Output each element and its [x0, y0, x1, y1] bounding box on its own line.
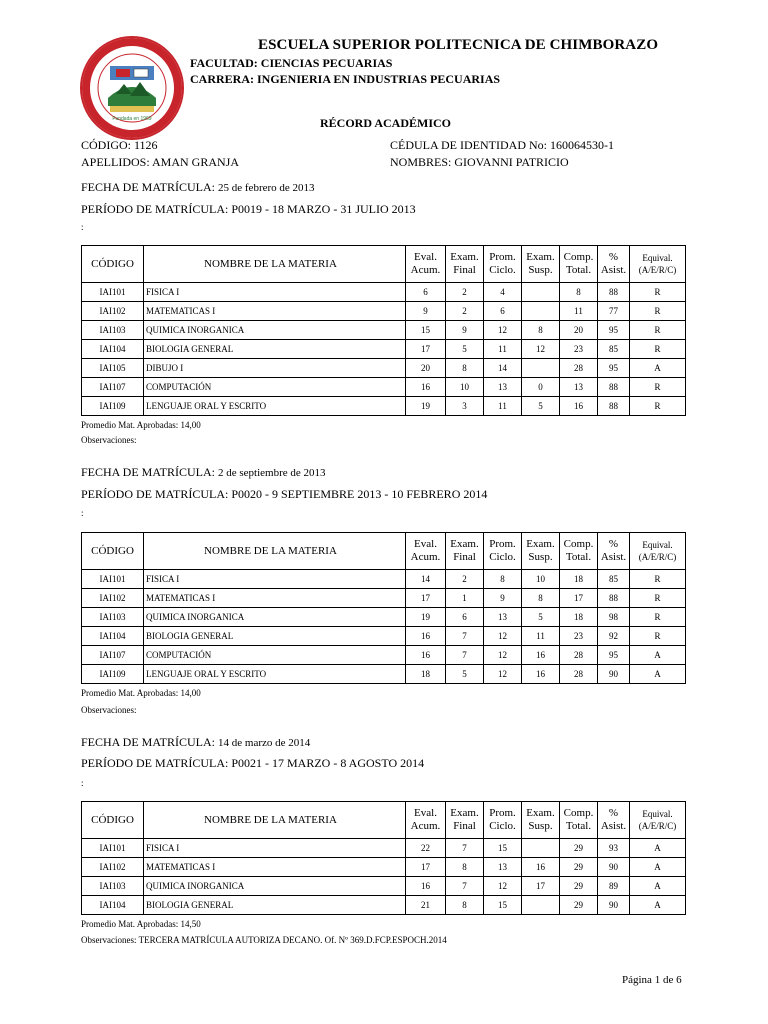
cell-exam-final: 5 — [446, 340, 484, 359]
cell-equivalence: R — [630, 397, 686, 416]
cell-exam-final: 7 — [446, 839, 484, 858]
cell-exam-susp: 16 — [522, 858, 560, 877]
cell-exam-susp: 17 — [522, 877, 560, 896]
cell-prom: 11 — [484, 397, 522, 416]
cell-code: IAI109 — [82, 397, 144, 416]
cell-subject-name: FISICA I — [144, 283, 406, 302]
cell-equivalence: A — [630, 359, 686, 378]
table-row — [82, 340, 686, 359]
cell-exam-final: 2 — [446, 302, 484, 321]
enrollment-period: PERÍODO DE MATRÍCULA: P0020 - 9 SEPTIEMBRE 2013 - 10 FEBRERO 2014 — [81, 487, 488, 501]
cell-subject-name: LENGUAJE ORAL Y ESCRITO — [144, 397, 406, 416]
cell-subject-name: BIOLOGIA GENERAL — [144, 627, 406, 646]
cell-comp-total: 20 — [560, 321, 598, 340]
cell-exam-final: 7 — [446, 646, 484, 665]
cell-comp-total: 28 — [560, 359, 598, 378]
header-asistencia: % Asist. — [598, 246, 630, 283]
cell-comp-total: 11 — [560, 302, 598, 321]
average-approved: Promedio Mat. Aprobadas: 14,00 — [81, 420, 201, 430]
cell-code: IAI107 — [82, 378, 144, 397]
cell-subject-name: MATEMATICAS I — [144, 589, 406, 608]
cell-prom: 12 — [484, 646, 522, 665]
cell-asistencia: 88 — [598, 378, 630, 397]
cell-code: IAI107 — [82, 646, 144, 665]
table-row — [82, 589, 686, 608]
cell-exam-final: 7 — [446, 877, 484, 896]
cell-equivalence: A — [630, 896, 686, 915]
table-row — [82, 397, 686, 416]
observations: Observaciones: TERCERA MATRÍCULA AUTORIZA DECANO. Of. Nº 369.D.FCP.ESPOCH.2014 — [81, 935, 447, 945]
cell-exam-susp — [522, 359, 560, 378]
observations: Observaciones: — [81, 435, 137, 445]
cell-exam-susp: 12 — [522, 340, 560, 359]
cell-subject-name: COMPUTACIÓN — [144, 378, 406, 397]
cell-subject-name: FISICA I — [144, 570, 406, 589]
cell-eval: 17 — [406, 858, 446, 877]
cell-exam-susp — [522, 302, 560, 321]
table-row — [82, 359, 686, 378]
cell-comp-total: 29 — [560, 896, 598, 915]
header-prom-ciclo: Prom. Ciclo. — [484, 802, 522, 839]
header-prom-ciclo: Prom. Ciclo. — [484, 246, 522, 283]
cell-eval: 16 — [406, 627, 446, 646]
cell-exam-final: 10 — [446, 378, 484, 397]
cell-asistencia: 88 — [598, 589, 630, 608]
cell-code: IAI101 — [82, 570, 144, 589]
cell-exam-susp: 10 — [522, 570, 560, 589]
table-row — [82, 839, 686, 858]
cell-comp-total: 16 — [560, 397, 598, 416]
document-title: RÉCORD ACADÉMICO — [320, 116, 452, 130]
header-equivalence: Equival. (A/E/R/C) — [630, 802, 686, 839]
cell-equivalence: R — [630, 589, 686, 608]
cell-exam-final: 2 — [446, 570, 484, 589]
table-row — [82, 858, 686, 877]
enrollment-date: FECHA DE MATRÍCULA: 2 de septiembre de 2013 — [81, 465, 326, 479]
cell-exam-final: 7 — [446, 627, 484, 646]
cell-comp-total: 28 — [560, 665, 598, 684]
cell-prom: 4 — [484, 283, 522, 302]
cell-asistencia: 98 — [598, 608, 630, 627]
cell-asistencia: 92 — [598, 627, 630, 646]
header-comp-total: Comp. Total. — [560, 246, 598, 283]
enrollment-period: PERÍODO DE MATRÍCULA: P0019 - 18 MARZO - 31 JULIO 2013 — [81, 202, 416, 216]
cell-code: IAI104 — [82, 340, 144, 359]
cell-equivalence: A — [630, 839, 686, 858]
cell-subject-name: QUIMICA INORGANICA — [144, 321, 406, 340]
cell-prom: 8 — [484, 570, 522, 589]
cell-subject-name: COMPUTACIÓN — [144, 646, 406, 665]
cell-exam-final: 5 — [446, 665, 484, 684]
cell-prom: 15 — [484, 839, 522, 858]
cell-exam-susp: 16 — [522, 665, 560, 684]
cell-prom: 9 — [484, 589, 522, 608]
institution-name: ESCUELA SUPERIOR POLITECNICA DE CHIMBORAZO — [258, 37, 659, 53]
institution-seal-logo — [80, 36, 184, 140]
average-approved: Promedio Mat. Aprobadas: 14,50 — [81, 919, 201, 929]
cell-asistencia: 77 — [598, 302, 630, 321]
cell-eval: 21 — [406, 896, 446, 915]
cell-exam-final: 1 — [446, 589, 484, 608]
cell-code: IAI109 — [82, 665, 144, 684]
observations: Observaciones: — [81, 705, 137, 715]
cell-eval: 17 — [406, 589, 446, 608]
cell-subject-name: FISICA I — [144, 839, 406, 858]
cell-equivalence: A — [630, 877, 686, 896]
table-row — [82, 321, 686, 340]
cell-comp-total: 29 — [560, 839, 598, 858]
cell-code: IAI103 — [82, 321, 144, 340]
grades-table — [81, 532, 686, 684]
cell-asistencia: 90 — [598, 858, 630, 877]
cell-exam-final: 2 — [446, 283, 484, 302]
cell-equivalence: R — [630, 340, 686, 359]
cell-eval: 17 — [406, 340, 446, 359]
svg-text:Fundada en 1969: Fundada en 1969 — [112, 116, 152, 122]
cell-eval: 6 — [406, 283, 446, 302]
cell-exam-susp — [522, 283, 560, 302]
cell-eval: 18 — [406, 665, 446, 684]
table-header-row — [82, 533, 686, 570]
header-equivalence: Equival. (A/E/R/C) — [630, 533, 686, 570]
cell-eval: 15 — [406, 321, 446, 340]
header-asistencia: % Asist. — [598, 533, 630, 570]
cell-equivalence: R — [630, 608, 686, 627]
cell-asistencia: 90 — [598, 665, 630, 684]
table-row — [82, 378, 686, 397]
cell-eval: 19 — [406, 608, 446, 627]
cell-subject-name: DIBUJO I — [144, 359, 406, 378]
cell-comp-total: 18 — [560, 608, 598, 627]
cell-code: IAI104 — [82, 896, 144, 915]
career-name: CARRERA: INGENIERIA EN INDUSTRIAS PECUARIAS — [190, 72, 501, 86]
cell-code: IAI103 — [82, 877, 144, 896]
header-exam-susp: Exam. Susp. — [522, 802, 560, 839]
cell-prom: 12 — [484, 877, 522, 896]
header-code: CÓDIGO — [82, 533, 144, 570]
page-number: Página 1 de 6 — [622, 974, 682, 986]
cell-exam-susp: 11 — [522, 627, 560, 646]
average-approved: Promedio Mat. Aprobadas: 14,00 — [81, 688, 201, 698]
cell-prom: 13 — [484, 608, 522, 627]
table-row — [82, 896, 686, 915]
header-eval: Eval. Acum. — [406, 533, 446, 570]
table-row — [82, 665, 686, 684]
cell-equivalence: A — [630, 646, 686, 665]
cell-prom: 12 — [484, 321, 522, 340]
header-comp-total: Comp. Total. — [560, 802, 598, 839]
cell-prom: 13 — [484, 378, 522, 397]
student-names: NOMBRES: GIOVANNI PATRICIO — [390, 155, 569, 169]
header-exam-final: Exam. Final — [446, 246, 484, 283]
cell-comp-total: 8 — [560, 283, 598, 302]
cell-equivalence: R — [630, 302, 686, 321]
cell-comp-total: 18 — [560, 570, 598, 589]
grades-table — [81, 801, 686, 915]
cell-prom: 13 — [484, 858, 522, 877]
cell-comp-total: 23 — [560, 627, 598, 646]
cell-eval: 22 — [406, 839, 446, 858]
cell-exam-final: 8 — [446, 858, 484, 877]
enrollment-period: PERÍODO DE MATRÍCULA: P0021 - 17 MARZO - 8 AGOSTO 2014 — [81, 756, 425, 770]
cell-comp-total: 17 — [560, 589, 598, 608]
cell-code: IAI102 — [82, 589, 144, 608]
cell-exam-susp: 8 — [522, 589, 560, 608]
faculty-name: FACULTAD: CIENCIAS PECUARIAS — [190, 56, 393, 70]
cell-exam-susp: 16 — [522, 646, 560, 665]
cell-exam-final: 9 — [446, 321, 484, 340]
table-row — [82, 302, 686, 321]
cell-code: IAI104 — [82, 627, 144, 646]
cell-code: IAI102 — [82, 858, 144, 877]
cell-exam-susp: 5 — [522, 608, 560, 627]
cell-equivalence: A — [630, 665, 686, 684]
cell-exam-final: 3 — [446, 397, 484, 416]
cell-eval: 20 — [406, 359, 446, 378]
cell-asistencia: 89 — [598, 877, 630, 896]
cell-subject-name: LENGUAJE ORAL Y ESCRITO — [144, 665, 406, 684]
cell-exam-final: 6 — [446, 608, 484, 627]
cell-asistencia: 90 — [598, 896, 630, 915]
cell-code: IAI101 — [82, 839, 144, 858]
cell-prom: 6 — [484, 302, 522, 321]
cell-code: IAI105 — [82, 359, 144, 378]
cell-exam-susp: 0 — [522, 378, 560, 397]
cell-comp-total: 28 — [560, 646, 598, 665]
table-row — [82, 608, 686, 627]
cell-subject-name: BIOLOGIA GENERAL — [144, 896, 406, 915]
cell-asistencia: 95 — [598, 646, 630, 665]
enrollment-date: FECHA DE MATRÍCULA: 25 de febrero de 2013 — [81, 180, 315, 194]
header-exam-final: Exam. Final — [446, 802, 484, 839]
header-code: CÓDIGO — [82, 246, 144, 283]
table-row — [82, 570, 686, 589]
cell-prom: 15 — [484, 896, 522, 915]
cell-comp-total: 29 — [560, 858, 598, 877]
cell-exam-final: 8 — [446, 359, 484, 378]
cell-subject-name: QUIMICA INORGANICA — [144, 877, 406, 896]
student-code: CÓDIGO: 1126 — [81, 138, 158, 152]
table-row — [82, 646, 686, 665]
table-row — [82, 283, 686, 302]
cell-equivalence: R — [630, 378, 686, 397]
cell-asistencia: 88 — [598, 283, 630, 302]
cell-subject-name: BIOLOGIA GENERAL — [144, 340, 406, 359]
period-mark: : — [81, 222, 84, 232]
cell-comp-total: 23 — [560, 340, 598, 359]
cell-subject-name: QUIMICA INORGANICA — [144, 608, 406, 627]
cell-exam-final: 8 — [446, 896, 484, 915]
header-eval: Eval. Acum. — [406, 246, 446, 283]
cell-eval: 14 — [406, 570, 446, 589]
header-exam-susp: Exam. Susp. — [522, 246, 560, 283]
header-subject-name: NOMBRE DE LA MATERIA — [144, 802, 406, 839]
cell-eval: 19 — [406, 397, 446, 416]
cell-prom: 11 — [484, 340, 522, 359]
table-row — [82, 877, 686, 896]
header-subject-name: NOMBRE DE LA MATERIA — [144, 246, 406, 283]
table-row — [82, 627, 686, 646]
cell-comp-total: 29 — [560, 877, 598, 896]
period-mark: : — [81, 778, 84, 788]
header-asistencia: % Asist. — [598, 802, 630, 839]
header-eval: Eval. Acum. — [406, 802, 446, 839]
table-header-row — [82, 246, 686, 283]
cell-equivalence: R — [630, 283, 686, 302]
cell-asistencia: 85 — [598, 340, 630, 359]
cell-eval: 9 — [406, 302, 446, 321]
cell-code: IAI102 — [82, 302, 144, 321]
student-id: CÉDULA DE IDENTIDAD No: 160064530-1 — [390, 138, 614, 152]
cell-subject-name: MATEMATICAS I — [144, 302, 406, 321]
cell-asistencia: 95 — [598, 321, 630, 340]
cell-comp-total: 13 — [560, 378, 598, 397]
cell-eval: 16 — [406, 646, 446, 665]
cell-prom: 12 — [484, 627, 522, 646]
cell-subject-name: MATEMATICAS I — [144, 858, 406, 877]
cell-exam-susp: 5 — [522, 397, 560, 416]
cell-exam-susp: 8 — [522, 321, 560, 340]
cell-asistencia: 85 — [598, 570, 630, 589]
table-header-row — [82, 802, 686, 839]
cell-asistencia: 95 — [598, 359, 630, 378]
student-surnames: APELLIDOS: AMAN GRANJA — [81, 155, 240, 169]
header-exam-susp: Exam. Susp. — [522, 533, 560, 570]
cell-asistencia: 93 — [598, 839, 630, 858]
header-comp-total: Comp. Total. — [560, 533, 598, 570]
cell-prom: 14 — [484, 359, 522, 378]
grades-table — [81, 245, 686, 416]
header-equivalence: Equival. (A/E/R/C) — [630, 246, 686, 283]
cell-equivalence: R — [630, 570, 686, 589]
cell-exam-susp — [522, 839, 560, 858]
cell-equivalence: R — [630, 627, 686, 646]
cell-equivalence: R — [630, 321, 686, 340]
header-prom-ciclo: Prom. Ciclo. — [484, 533, 522, 570]
header-subject-name: NOMBRE DE LA MATERIA — [144, 533, 406, 570]
cell-code: IAI103 — [82, 608, 144, 627]
cell-eval: 16 — [406, 877, 446, 896]
cell-exam-susp — [522, 896, 560, 915]
cell-equivalence: A — [630, 858, 686, 877]
period-mark: : — [81, 508, 84, 518]
header-code: CÓDIGO — [82, 802, 144, 839]
cell-eval: 16 — [406, 378, 446, 397]
cell-asistencia: 88 — [598, 397, 630, 416]
cell-prom: 12 — [484, 665, 522, 684]
header-exam-final: Exam. Final — [446, 533, 484, 570]
cell-code: IAI101 — [82, 283, 144, 302]
enrollment-date: FECHA DE MATRÍCULA: 14 de marzo de 2014 — [81, 735, 311, 749]
